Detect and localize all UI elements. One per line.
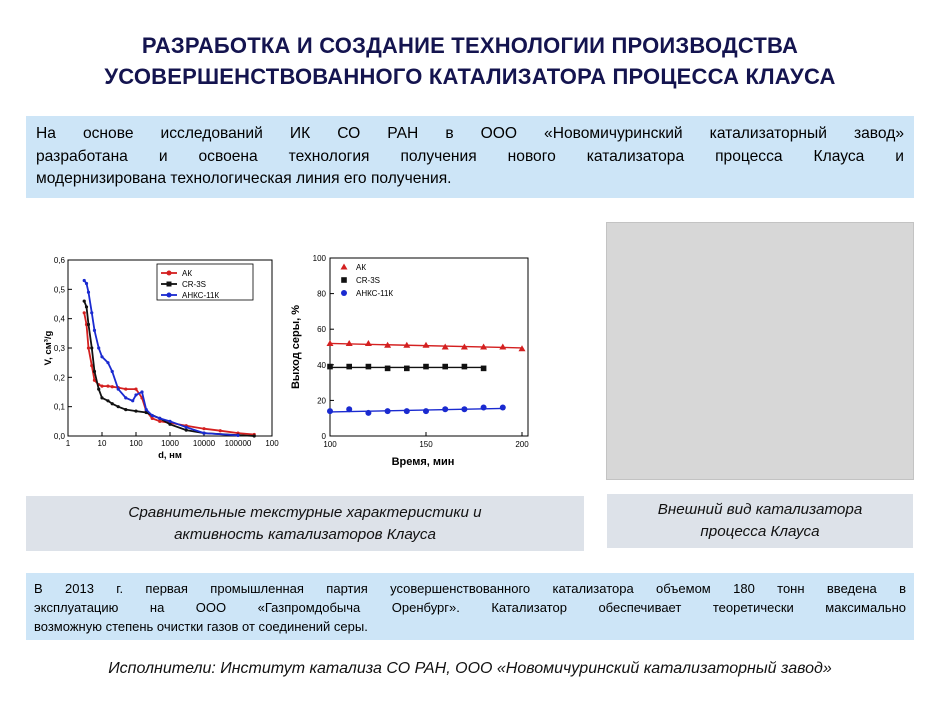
- data-point: [134, 393, 137, 396]
- page-title: [0, 30, 940, 92]
- intro-line-2: разработана и освоена технология получения нового катализатора процесса Клауса и: [36, 147, 904, 165]
- y-tick-label: 0,3: [53, 344, 65, 353]
- data-point: [111, 402, 114, 405]
- data-point: [499, 344, 506, 350]
- y-tick-label: 60: [317, 325, 326, 335]
- legend-label: CR-3S: [182, 280, 207, 289]
- data-point: [365, 340, 372, 346]
- data-point: [385, 408, 391, 414]
- data-point: [366, 364, 372, 370]
- series-line-1: [84, 301, 254, 436]
- data-point: [106, 385, 109, 388]
- data-point: [151, 414, 154, 417]
- y-tick-label: 0,2: [53, 373, 65, 383]
- title-line-1: РАЗРАБОТКА И СОЗДАНИЕ ТЕХНОЛОГИИ ПРОИЗВОДСТВА: [141, 33, 799, 58]
- charts-caption-line-1: Сравнительные текстурные характеристики и: [128, 503, 482, 521]
- x-tick-label: 100: [265, 439, 279, 448]
- data-point: [346, 364, 352, 370]
- data-point: [85, 305, 88, 308]
- data-point: [423, 408, 429, 414]
- y-tick-label: 0: [321, 432, 326, 441]
- x-tick-label: 1000: [161, 439, 179, 448]
- intro-panel: [26, 116, 914, 198]
- data-point: [83, 279, 86, 282]
- data-point: [253, 434, 256, 437]
- intro-line-1: На основе исследований ИК СО РАН в ООО «Новомичуринский катализаторный завод»: [36, 125, 904, 142]
- intro-line-3: модернизирована технологическая линия его получения.: [36, 170, 452, 187]
- x-tick-label: 100000: [224, 439, 252, 448]
- legend-marker: [167, 271, 172, 276]
- data-point: [140, 390, 143, 393]
- data-point: [83, 299, 86, 302]
- y-tick-label: 0,0: [53, 432, 65, 441]
- x-tick-label: 1: [65, 439, 71, 448]
- data-point: [111, 370, 114, 373]
- data-point: [404, 366, 410, 372]
- data-point: [404, 408, 410, 414]
- data-point: [365, 410, 371, 416]
- legend-label: CR-3S: [356, 276, 381, 285]
- charts-caption: [26, 496, 584, 551]
- data-point: [100, 385, 103, 388]
- data-point: [93, 370, 96, 373]
- y-tick-label: 40: [317, 360, 326, 370]
- y-tick-label: 20: [317, 396, 326, 406]
- summary-panel: [26, 573, 914, 640]
- x-tick-label: 100: [129, 439, 143, 448]
- data-point: [90, 346, 93, 349]
- data-point: [83, 311, 86, 314]
- data-point: [93, 329, 96, 332]
- data-point: [90, 311, 93, 314]
- data-point: [185, 429, 188, 432]
- x-axis-label: d, нм: [158, 450, 182, 461]
- y-tick-label: 100: [312, 254, 326, 263]
- data-point: [236, 434, 239, 437]
- data-point: [158, 420, 161, 423]
- data-point: [442, 406, 448, 412]
- series-line-0: [84, 313, 254, 435]
- data-point: [327, 364, 333, 370]
- data-point: [423, 342, 430, 348]
- data-point: [442, 364, 448, 370]
- x-tick-label: 200: [515, 440, 529, 449]
- data-point: [461, 406, 467, 412]
- y-axis-label: Выход серы, %: [290, 304, 302, 390]
- y-tick-label: 0,6: [53, 256, 65, 265]
- data-point: [423, 364, 429, 370]
- data-point: [202, 427, 205, 430]
- legend-label: АК: [182, 269, 192, 278]
- data-point: [185, 426, 188, 429]
- data-point: [97, 346, 100, 349]
- data-point: [151, 417, 154, 420]
- data-point: [85, 282, 88, 285]
- data-point: [327, 408, 333, 414]
- data-point: [124, 408, 127, 411]
- data-point: [100, 355, 103, 358]
- summary-line-1: В 2013 г. первая промышленная партия усовершенствованного катализатора объемом 180 тонн введена в: [34, 581, 906, 596]
- x-tick-label: 100: [323, 440, 337, 449]
- y-tick-label: 0,1: [53, 402, 65, 412]
- data-point: [385, 366, 391, 372]
- pore-volume-chart: [40, 240, 280, 480]
- summary-line-3: возможную степень очистки газов от соединений серы.: [34, 619, 368, 634]
- y-tick-label: 80: [317, 289, 326, 299]
- data-point: [134, 387, 137, 390]
- data-point: [124, 387, 127, 390]
- data-point: [87, 291, 90, 294]
- data-point: [481, 366, 487, 372]
- data-point: [219, 429, 222, 432]
- legend-marker: [341, 264, 348, 270]
- x-tick-label: 10000: [192, 439, 216, 448]
- x-tick-label: 150: [419, 440, 433, 449]
- title-line-2: УСОВЕРШЕНСТВОВАННОГО КАТАЛИЗАТОРА ПРОЦЕССА КЛАУСА: [104, 64, 836, 89]
- photo-caption: [607, 494, 913, 548]
- data-point: [131, 399, 134, 402]
- data-point: [97, 387, 100, 390]
- y-tick-label: 0,4: [53, 314, 65, 324]
- sulfur-yield-chart: [282, 240, 532, 480]
- data-point: [134, 409, 137, 412]
- data-point: [500, 405, 506, 411]
- data-point: [117, 405, 120, 408]
- data-point: [481, 405, 487, 411]
- data-point: [168, 420, 171, 423]
- legend-marker: [341, 277, 347, 283]
- executors-line: Исполнители: Институт катализа СО РАН, ООО «Новомичуринский катализаторный завод»: [108, 660, 832, 677]
- data-point: [87, 323, 90, 326]
- fit-line-2: [330, 408, 503, 412]
- series-line-2: [84, 281, 238, 436]
- legend-marker: [341, 290, 347, 296]
- data-point: [111, 385, 114, 388]
- data-point: [106, 399, 109, 402]
- data-point: [462, 364, 468, 370]
- data-point: [202, 431, 205, 434]
- x-axis-label: Время, мин: [391, 456, 455, 468]
- data-point: [117, 387, 120, 390]
- photo-caption-line-1: Внешний вид катализатора: [657, 501, 863, 518]
- data-point: [124, 396, 127, 399]
- data-point: [145, 408, 148, 411]
- data-point: [100, 396, 103, 399]
- y-axis-label: V, см³/g: [43, 330, 54, 366]
- legend-label: АНКС-11К: [182, 291, 220, 300]
- data-point: [87, 346, 90, 349]
- legend-label: АК: [356, 263, 366, 272]
- legend-label: АНКС-11К: [356, 289, 394, 298]
- x-tick-label: 10: [97, 439, 107, 448]
- summary-line-2: эксплуатацию на ООО «Газпромдобыча Оренбург». Катализатор обеспечивает теоретически максимально: [34, 600, 906, 615]
- catalyst-photo: [606, 222, 914, 480]
- legend-marker: [167, 293, 172, 298]
- charts-caption-line-2: активность катализаторов Клауса: [174, 525, 436, 543]
- data-point: [106, 361, 109, 364]
- y-tick-label: 0,5: [53, 285, 65, 295]
- data-point: [346, 406, 352, 412]
- data-point: [346, 340, 353, 346]
- data-point: [158, 417, 161, 420]
- data-point: [168, 423, 171, 426]
- photo-caption-line-2: процесса Клауса: [700, 523, 820, 540]
- legend-marker: [167, 282, 172, 287]
